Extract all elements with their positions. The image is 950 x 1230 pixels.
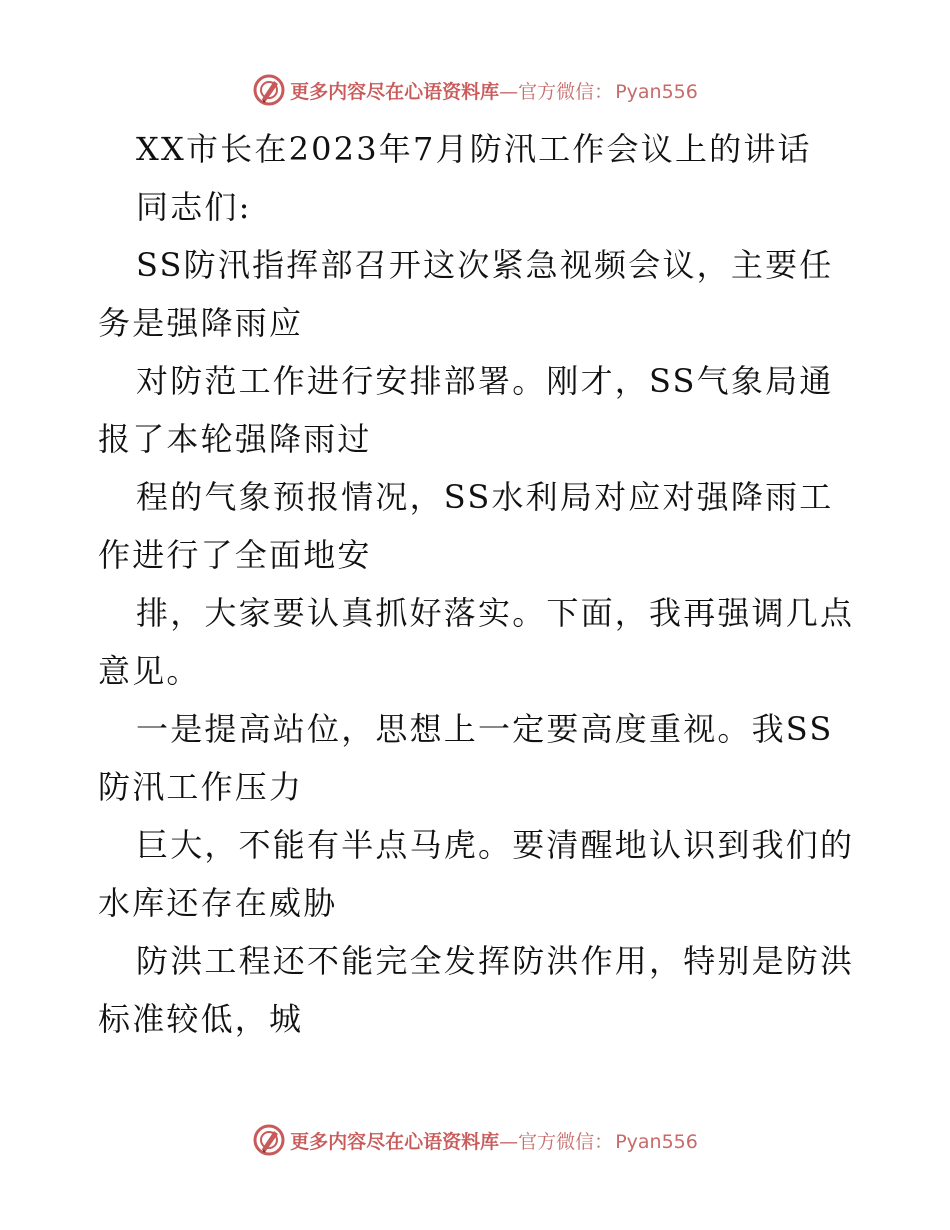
text-line: 排，大家要认真抓好落实。下面，我再强调几点 [136, 594, 855, 632]
text-line: 作进行了全面地安 [98, 536, 372, 574]
header-watermark [0, 70, 950, 110]
salutation: 同志们: [136, 188, 252, 226]
pen-logo-icon [252, 73, 286, 107]
text-line: 意见。 [98, 652, 201, 690]
watermark-wechat-id: Pyan556 [615, 80, 698, 103]
footer-watermark [0, 1120, 950, 1160]
text-line: 巨大，不能有半点马虎。要清醒地认识到我们的 [136, 826, 855, 864]
text-line: 对防范工作进行安排部署。刚才，SS气象局通 [136, 362, 834, 400]
pen-logo-icon [252, 1123, 286, 1157]
text-line: 标准较低，城 [98, 1000, 304, 1038]
watermark-dash: — [499, 1130, 519, 1153]
text-line: 防汛工作压力 [98, 768, 304, 806]
watermark-brand: 更多内容尽在心语资料库 [290, 80, 500, 103]
text-line: 务是强降雨应 [98, 304, 304, 342]
text-line: 程的气象预报情况，SS水利局对应对强降雨工 [136, 478, 834, 516]
watermark-official: 官方微信： [518, 80, 614, 103]
watermark-wechat-id: Pyan556 [615, 1130, 698, 1153]
text-line: 报了本轮强降雨过 [98, 420, 372, 458]
text-line: SS防汛指挥部召开这次紧急视频会议，主要任 [136, 246, 834, 284]
text-line: 一是提高站位，思想上一定要高度重视。我SS [136, 710, 834, 748]
document-title: XX市长在2023年7月防汛工作会议上的讲话 [136, 130, 812, 168]
watermark-brand: 更多内容尽在心语资料库 [290, 1130, 500, 1153]
text-line: 防洪工程还不能完全发挥防洪作用，特别是防洪 [136, 942, 855, 980]
watermark-official: 官方微信： [518, 1130, 614, 1153]
text-line: 水库还存在威胁 [98, 884, 338, 922]
watermark-dash: — [499, 80, 519, 103]
document-body [98, 120, 858, 1048]
